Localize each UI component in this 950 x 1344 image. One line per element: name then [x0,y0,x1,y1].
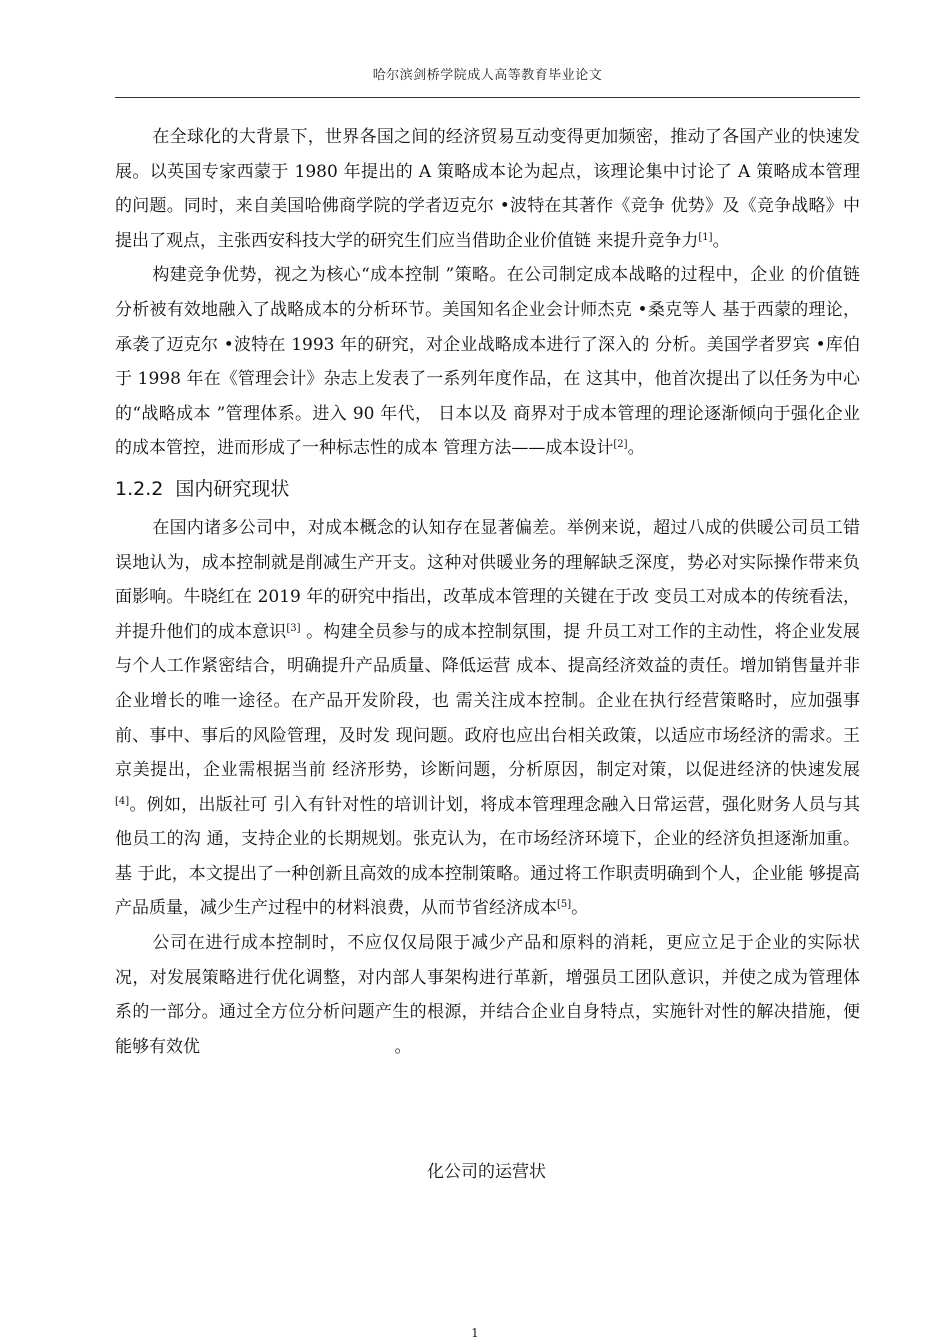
section-heading [115,472,860,506]
paragraph-4: 公司在进行成本控制时，不应仅仅局限于减少产品和原料的消耗，更应立足于企业的实际状况，对发展策略进行优化调整，对内部人事架构进行革新，增强员工团队意识，并使之成为管理体系的一部分。通过全方位分析问题产生的根源，并结合企业自身特点，实施针对性的解决措施，便能够有效优 。 [115,933,860,1057]
document-body [115,120,860,1064]
paragraph-3-end: 。 [571,898,589,919]
citation-3: [3] [286,622,301,634]
paragraph-3-text-c: 。例如，出版社可 引入有针对性的培训计划，将成本管理理念融入日常运营，强化财务人员与其他员工的沟 通，支持企业的长期规划。张克认为，在市场经济环境下，企业的经济负担逐渐加重。基 于此，本文提出了一种创新且高效的成本控制策略。通过将工作职责明确到个人，企业能 够提高产品质量，减少生产过程中的材料浪费，从而节省经济成本 [115,794,860,919]
paragraph-1 [115,120,860,258]
paragraph-2-text: 构建竞争优势，视之为核心“成本控制 ”策略。在公司制定成本战略的过程中，企业 的价值链分析被有效地融入了战略成本的分析环节。美国知名企业会计师杰克 •桑克等人 基于西蒙的理论，承袭了迈克尔 •波特在 1993 年的研究，对企业战略成本进行了深入的 分析。美国学者罗宾 •库伯于 1998 年在《管理会计》杂志上发表了一系列年度作品，在 这其中，他首次提出了以任务为中心的“战略成本 ”管理体系。进入 90 年代， 日本以及 商界对于成本管理的理论逐渐倾向于强化企业的成本管控，进而形成了一种标志性的成本 管理方法——成本设计 [115,265,860,459]
citation-5: [5] [557,899,572,911]
citation-1: [1] [698,231,713,243]
header-rule [115,97,860,98]
paragraph-2 [115,258,860,466]
section-title: 国内研究现状 [175,477,290,500]
citation-4: [4] [115,795,130,807]
citation-2: [2] [613,439,628,451]
paragraph-1-text: 在全球化的大背景下，世界各国之间的经济贸易互动变得更加频密，推动了各国产业的快速发展。以英国专家西蒙于 1980 年提出的 A 策略成本论为起点，该理论集中讨论了 A 策略成本管理的问题。同时，来自美国哈佛商学院的学者迈克尔 •波特在其著作《竞争 优势》及《竞争战略》中提出了观点，主张西安科技大学的研究生们应当借助企业价值链 来提升竞争力 [115,127,860,251]
paragraph-3-text-b: 。构建全员参与的成本控制氛围，提 升员工对工作的主动性，将企业发展与个人工作紧密结合，明确提升产品质量、降低运营 成本、提高经济效益的责任。增加销售量并非企业增长的唯一途径。在产品开发阶段，也 需关注成本控制。企业在执行经营策略时，应加强事前、事中、事后的风险管理，及时发 现问题。政府也应出台相关政策，以适应市场经济的需求。王京美提出，企业需根据当前 经济形势，诊断问题，分析原因，制定对策，以促进经济的快速发展 [115,621,861,781]
paragraph-1-end: 。 [712,230,730,251]
paragraph-3-text-a: 在国内诸多公司中，对成本概念的认知存在显著偏差。举例来说，超过八成的供暖公司员工错误地认为，成本控制就是削减生产开支。这种对供暖业务的理解缺乏深度，势必对实际操作带来负面影响。牛晓红在 2019 年的研究中指出，改革成本管理的关键在于改 变员工对成本的传统看法，并提升他们的成本意识 [115,517,860,642]
paragraph-3 [115,511,860,926]
paragraph-2-end: 。 [627,438,645,459]
page-number: 1 [471,1326,479,1340]
clipped-text: 化公司的运营状 [427,1162,546,1182]
page-header: 哈尔滨剑桥学院成人高等教育毕业论文 [372,68,603,83]
section-number: 1.2.2 [115,477,164,500]
clipped-text-line [0,1150,950,1182]
